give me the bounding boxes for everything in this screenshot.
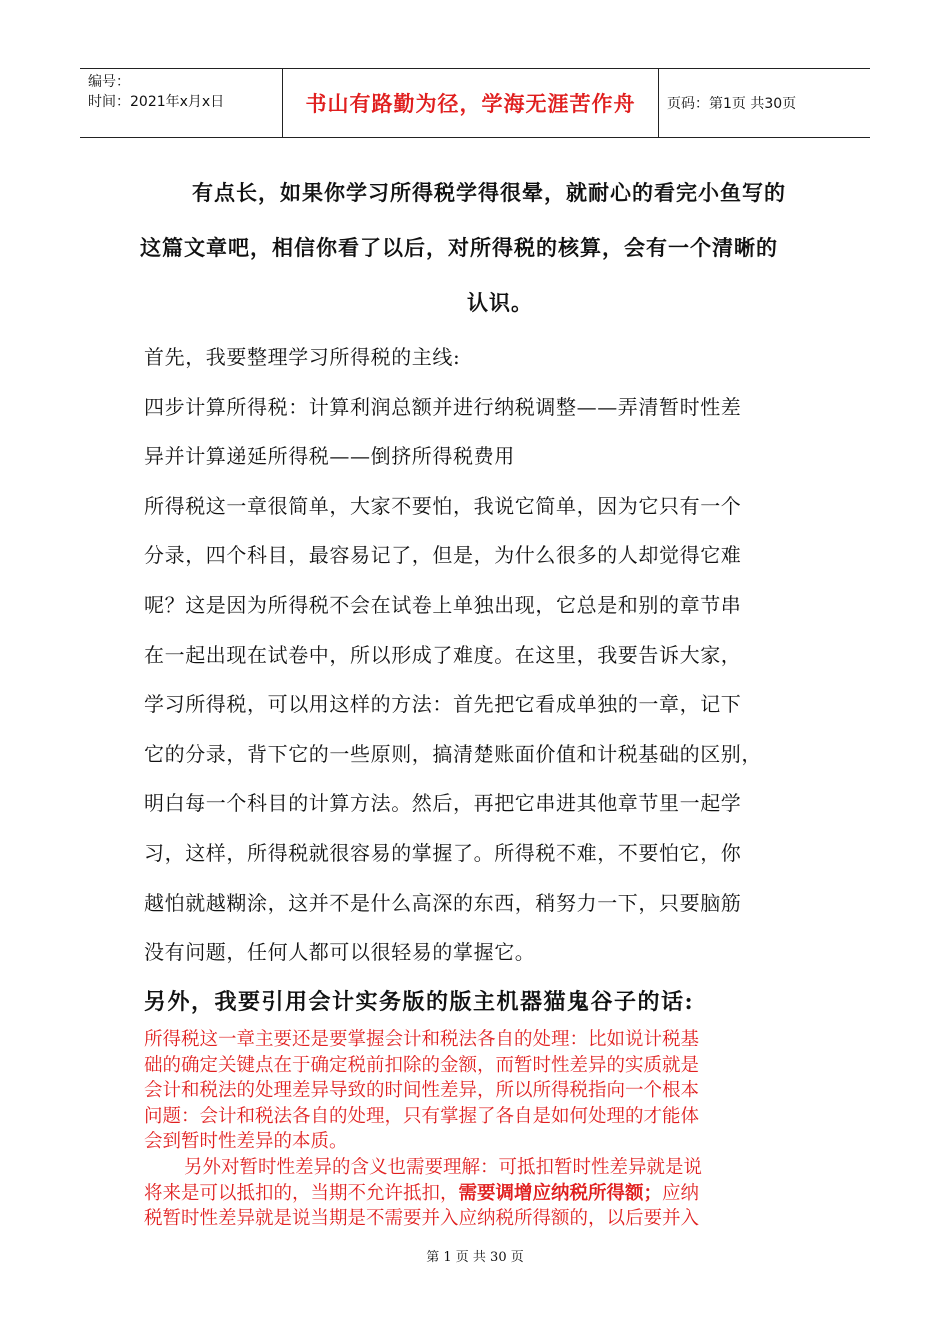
quote-line: 会计和税法的处理差异导致的时间性差异，所以所得税指向一个根本 xyxy=(144,1080,700,1102)
quote-line: 问题：会计和税法各自的处理，只有掌握了各自是如何处理的才能体 xyxy=(144,1105,700,1127)
body-paragraphs xyxy=(144,333,814,978)
body-line: 呢？这是因为所得税不会在试卷上单独出现，它总是和别的章节串 xyxy=(144,592,742,617)
quote-line: 所得税这一章主要还是要掌握会计和税法各自的处理：比如说计税基 xyxy=(144,1029,700,1050)
body-line: 所得税这一章很简单，大家不要怕，我说它简单，因为它只有一个 xyxy=(144,493,742,518)
intro-line: 有点长，如果你学习所得税学得很晕，就耐心的看完小鱼写的 xyxy=(192,180,786,205)
quote-line xyxy=(144,1181,824,1207)
body-line: 习，这样，所得税就很容易的掌握了。所得税不难，不要怕它，你 xyxy=(144,840,742,865)
header-meta xyxy=(80,69,283,137)
quote-emphasis: 需要调增应纳税所得额； xyxy=(458,1182,663,1204)
body-line: 分录，四个科目，最容易记了，但是，为什么很多的人却觉得它难 xyxy=(144,543,742,568)
document-date: 时间：2021年x月x日 xyxy=(88,94,225,110)
body-line: 在一起出现在试卷中，所以形成了难度。在这里，我要告诉大家， xyxy=(144,642,742,667)
body-line: 四步计算所得税：计算利润总额并进行纳税调整——弄清暂时性差 xyxy=(144,394,742,419)
quoted-passage xyxy=(144,1027,824,1232)
body-line: 学习所得税，可以用这样的方法：首先把它看成单独的一章，记下 xyxy=(144,692,742,717)
quote-line: 另外对暂时性差异的含义也需要理解：可抵扣暂时性差异就是说 xyxy=(184,1156,703,1178)
header-page-info: 页码：第1页 共30页 xyxy=(667,96,797,112)
body-line: 没有问题，任何人都可以很轻易的掌握它。 xyxy=(144,940,536,965)
document-number: 编号： xyxy=(88,74,130,90)
body-line: 越怕就越糊涂，这并不是什么高深的东西，稍努力一下，只要脑筋 xyxy=(144,890,742,915)
header-motto: 书山有路勤为径，学海无涯苦作舟 xyxy=(283,69,659,137)
quote-line: 础的确定关键点在于确定税前扣除的金额，而暂时性差异的实质就是 xyxy=(144,1054,700,1076)
intro-line: 这篇文章吧，相信你看了以后，对所得税的核算，会有一个清晰的 xyxy=(140,235,778,260)
body-line: 明白每一个科目的计算方法。然后，再把它串进其他章节里一起学 xyxy=(144,791,742,816)
intro-paragraph xyxy=(140,165,820,330)
quote-line: 税暂时性差异就是说当期是不需要并入应纳税所得额的，以后要并入 xyxy=(144,1208,700,1230)
page-header xyxy=(80,68,870,138)
section-heading: 另外，我要引用会计实务版的版主机器猫鬼谷子的话: xyxy=(144,989,695,1015)
quote-text: 将来是可以抵扣的，当期不允许抵扣， xyxy=(144,1182,459,1204)
body-line: 异并计算递延所得税——倒挤所得税费用 xyxy=(144,444,515,469)
body-line: 它的分录，背下它的一些原则，搞清楚账面价值和计税基础的区别， xyxy=(144,741,762,766)
quote-text: 应纳 xyxy=(662,1182,700,1204)
page-footer: 第 1 页 共 30 页 xyxy=(426,1250,524,1265)
intro-line: 认识。 xyxy=(467,290,533,315)
quote-line: 会到暂时性差异的本质。 xyxy=(144,1131,348,1153)
body-line: 首先，我要整理学习所得税的主线: xyxy=(144,345,461,369)
